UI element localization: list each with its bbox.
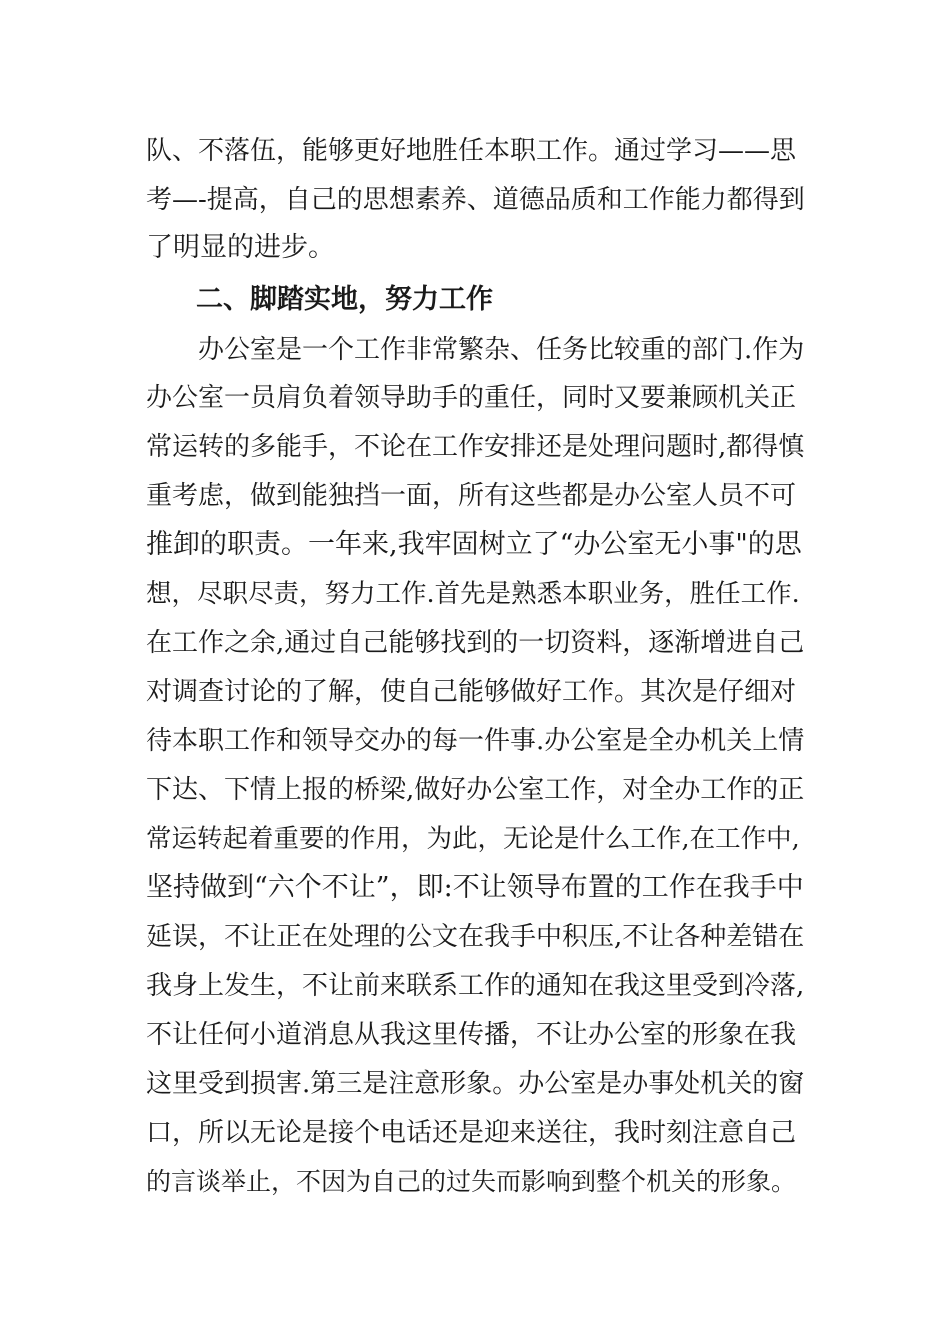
paragraph-2-line-6: 想，尽职尽责，努力工作.首先是熟悉本职业务，胜任工作. <box>146 579 800 609</box>
paragraph-2-line-7: 在工作之余,通过自己能够找到的一切资料，逐渐增进自己 <box>146 628 805 658</box>
paragraph-2-line-8: 对调查讨论的了解，使自己能够做好工作。其次是仔细对 <box>146 677 797 707</box>
paragraph-1-line-2: 考—-提高，自己的思想素养、道德品质和工作能力都得到 <box>146 185 805 215</box>
paragraph-2-line-3: 常运转的多能手，不论在工作安排还是处理问题时,都得慎 <box>146 432 805 462</box>
paragraph-2-line-14: 我身上发生，不让前来联系工作的通知在我这里受到冷落, <box>146 971 805 1001</box>
paragraph-2-line-9: 待本职工作和领导交办的每一件事.办公室是全办机关上情 <box>146 726 805 756</box>
paragraph-2-line-13: 延误，不让正在处理的公文在我手中积压,不让各种差错在 <box>146 922 805 952</box>
paragraph-2-line-16: 这里受到损害.第三是注意形象。办公室是办事处机关的窗 <box>146 1069 805 1099</box>
paragraph-2-line-4: 重考虑，做到能独挡一面，所有这些都是办公室人员不可 <box>146 481 797 511</box>
paragraph-2-line-15: 不让任何小道消息从我这里传播，不让办公室的形象在我 <box>146 1020 797 1050</box>
paragraph-2-line-12: 坚持做到“六个不让”，即:不让领导布置的工作在我手中 <box>146 872 804 903</box>
paragraph-2-line-11: 常运转起着重要的作用，为此，无论是什么工作,在工作中, <box>146 824 800 854</box>
section-heading: 二、脚踏实地，努力工作 <box>196 284 493 315</box>
paragraph-2-line-18: 的言谈举止，不因为自己的过失而影响到整个机关的形象。 <box>146 1167 797 1196</box>
paragraph-2-line-17: 口，所以无论是接个电话还是迎来送往，我时刻注意自己 <box>146 1118 797 1148</box>
paragraph-2-line-2: 办公室一员肩负着领导助手的重任，同时又要兼顾机关正 <box>146 383 797 413</box>
paragraph-1-line-3: 了明显的进步。 <box>146 232 335 263</box>
paragraph-2-line-5: 推卸的职责。一年来,我牢固树立了“办公室无小事"的思 <box>146 529 802 560</box>
paragraph-2-line-1: 办公室是一个工作非常繁杂、任务比较重的部门.作为 <box>146 335 805 365</box>
paragraph-1-line-1: 队、不落伍，能够更好地胜任本职工作。通过学习——思 <box>146 136 797 166</box>
paragraph-2-line-10: 下达、下情上报的桥梁,做好办公室工作，对全办工作的正 <box>146 775 805 805</box>
